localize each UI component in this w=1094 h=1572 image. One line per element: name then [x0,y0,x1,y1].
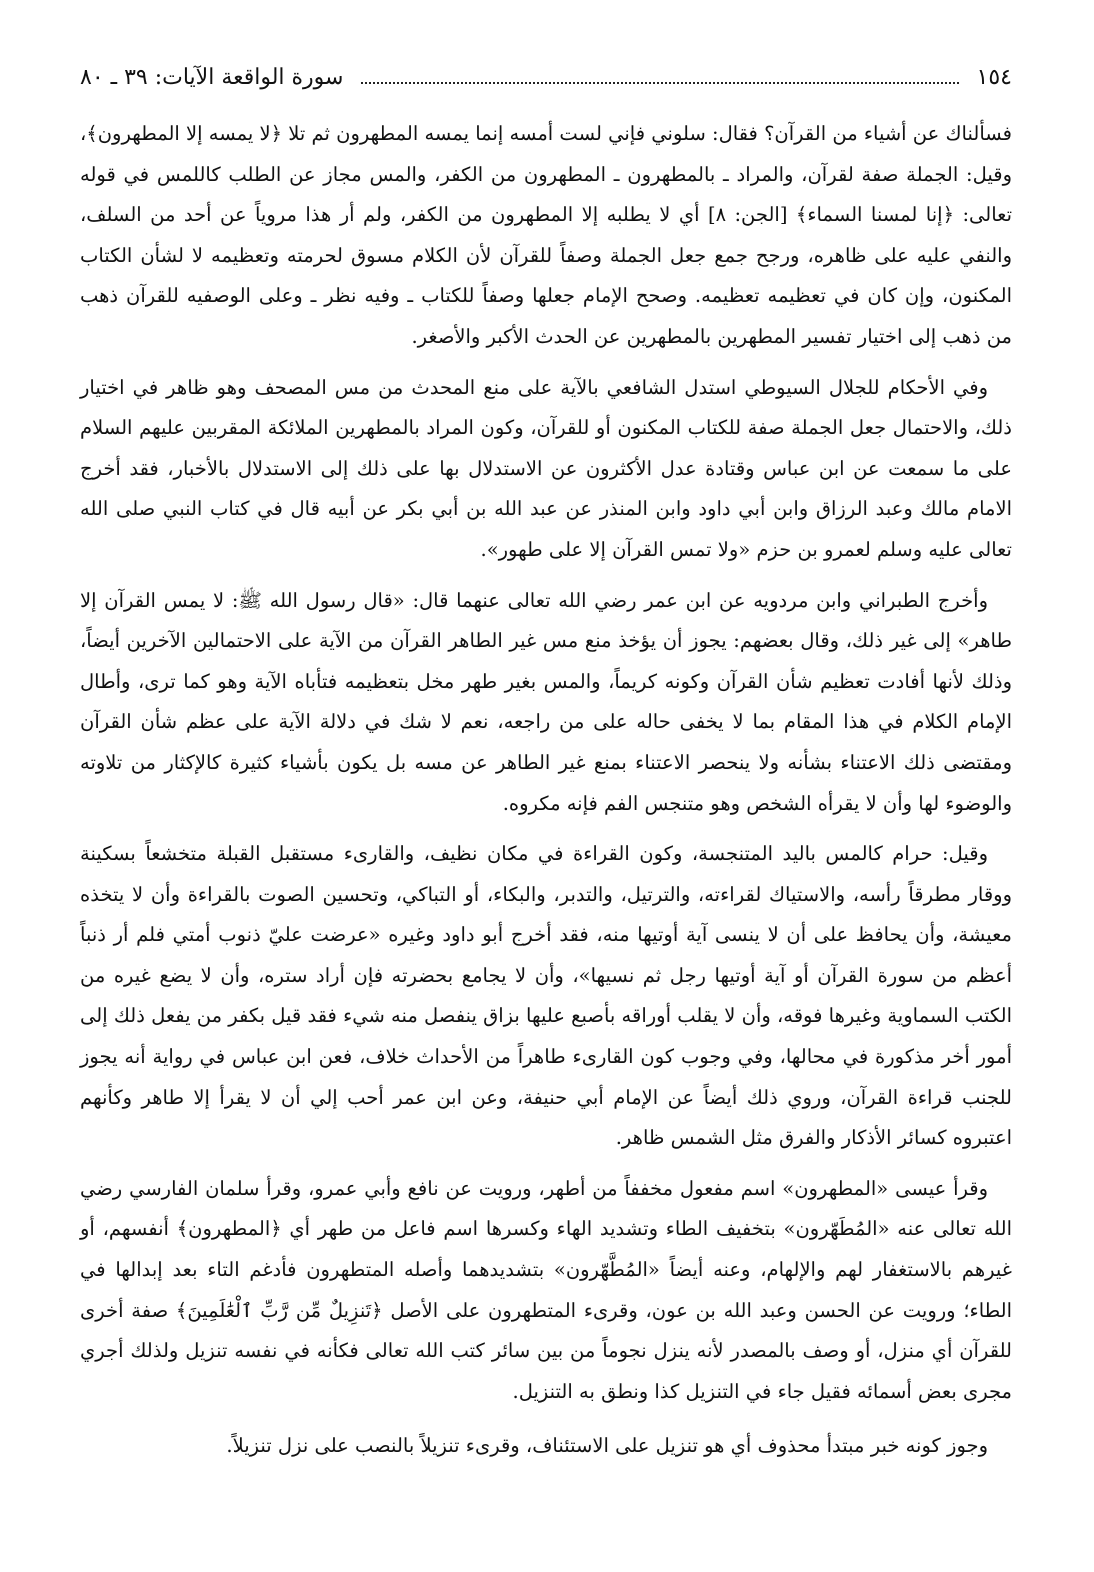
paragraph: فسألناك عن أشياء من القرآن؟ فقال: سلوني فإني لست أمسه إنما يمسه المطهرون ثم تلا ﴿لا يمسه إلا المطهرون﴾، وقيل: الجملة صفة لقرآن، والمراد ـ بالمطهرون ـ المطهرون من الكفر، والمس مجاز عن الطلب كاللمس في قوله تعالى: ﴿إنا لمسنا السماء﴾ [الجن: ٨] أي لا يطلبه إلا المطهرون من الكفر، ولم أر هذا مروياً عن أحد من السلف، والنفي عليه على ظاهره، ورجح جمع جعل الجملة وصفاً للقرآن لأن الكلام مسوق لحرمته وتعظيمه لا لشأن الكتاب المكنون، وإن كان في تعظيمه تعظيمه. وصحح الإمام جعلها وصفاً للكتاب ـ وفيه نظر ـ وعلى الوصفيه للقرآن ذهب من ذهب إلى اختيار تفسير المطهرين بالمطهرين عن الحدث الأكبر والأصغر. [80,122,1012,348]
running-title: سورة الواقعة الآيات: ٣٩ ـ ٨٠ [80,65,344,90]
header-dot-leader [361,64,958,84]
page-header [80,62,1012,94]
paragraph: وقرأ عيسى «المطهرون» اسم مفعول مخففاً من أطهر، ورويت عن نافع وأبي عمرو، وقرأ سلمان الفارسي رضي الله تعالى عنه «المُطَهّرون» بتخفيف الطاء وتشديد الهاء وكسرها اسم فاعل من طهر أي ﴿المطهرون﴾ أنفسهم، أو غيرهم بالاستغفار لهم والإلهام، وعنه أيضاً «المُطَّهّرون» بتشديدهما وأصله المتطهرون فأدغم التاء بعد إبدالها في الطاء؛ ورويت عن الحسن وعبد الله بن عون، وقرىء المتطهرون على الأصل ﴿تَنزِيلٌ مِّن رَّبِّ ٱلْعَٰلَمِينَ﴾ صفة أخرى للقرآن أي منزل، أو وصف بالمصدر لأنه ينزل نجوماً من بين سائر كتب الله تعالى فكأنه في نفسه تنزيل ولذلك أجري مجرى بعض أسمائه فقيل جاء في التنزيل كذا ونطق به التنزيل. [80,1176,1012,1403]
body-text [80,114,1012,1467]
paragraph: وأخرج الطبراني وابن مردويه عن ابن عمر رضي الله تعالى عنهما قال: «قال رسول الله ﷺ: لا يمس القرآن إلا طاهر» إلى غير ذلك، وقال بعضهم: يجوز أن يؤخذ منع مس غير الطاهر القرآن من الآية على الاحتمالين الآخرين أيضاً، وذلك لأنها أفادت تعظيم شأن القرآن وكونه كريماً، والمس بغير طهر مخل بتعظيمه فتأباه الآية وهو كما ترى، وأطال الإمام الكلام في هذا المقام بما لا يخفى حاله على من راجعه، نعم لا شك في دلالة الآية على عظم شأن القرآن ومقتضى ذلك الاعتناء بشأنه ولا ينحصر الاعتناء بمنع غير الطاهر عن مسه بل يكون بأشياء كثيرة كالإكثار من تلاوته والوضوء لها وأن لا يقرأه الشخص وهو متنجس الفم فإنه مكروه. [80,588,1012,815]
paragraph: وفي الأحكام للجلال السيوطي استدل الشافعي بالآية على منع المحدث من مس المصحف وهو ظاهر في اختيار ذلك، والاحتمال جعل الجملة صفة للكتاب المكنون أو للقرآن، وكون المراد بالمطهرين الملائكة المقربين عليهم السلام على ما سمعت عن ابن عباس وقتادة عدل الأكثرون عن الاستدلال بها على ذلك إلى الاستدلال بالأخبار، فقد أخرج الامام مالك وعبد الرزاق وابن أبي داود وابن المنذر عن عبد الله بن أبي بكر عن أبيه قال في كتاب النبي صلى الله تعالى عليه وسلم لعمرو بن حزم «ولا تمس القرآن إلا على طهور». [80,375,1012,561]
paragraph: وجوز كونه خبر مبتدأ محذوف أي هو تنزيل على الاستئناف، وقرىء تنزيلاً بالنصب على نزل تنزيلاً. [226,1434,988,1458]
paragraph: وقيل: حرام كالمس باليد المتنجسة، وكون القراءة في مكان نظيف، والقارىء مستقبل القبلة متخشعاً بسكينة ووقار مطرقاً رأسه، والاستياك لقراءته، والترتيل، والتدبر، والبكاء، أو التباكي، وتحسين الصوت بالقراءة وأن لا يتخذه معيشة، وأن يحافظ على أن لا ينسى آية أوتيها منه، فقد أخرج أبو داود وغيره «عرضت عليّ ذنوب أمتي فلم أر ذنباً أعظم من سورة القرآن أو آية أوتيها رجل ثم نسيها»، وأن لا يجامع بحضرته فإن أراد ستره، وأن لا يضع غيره من الكتب السماوية وغيرها فوقه، وأن لا يقلب أوراقه بأصبع عليها بزاق ينفصل منه شيء فقد قيل بكفر من يفعل ذلك إلى أمور أخر مذكورة في محالها، وفي وجوب كون القارىء طاهراً من الأحداث خلاف، فعن ابن عباس في رواية أنه يجوز للجنب قراءة القرآن، وروي ذلك أيضاً عن الإمام أبي حنيفة، وعن ابن عمر أحب إلي أن لا يقرأ إلا طاهر وكأنهم اعتبروه كسائر الأذكار والفرق مثل الشمس ظاهر. [80,842,1012,1150]
page-number: ١٥٤ [976,65,1012,90]
